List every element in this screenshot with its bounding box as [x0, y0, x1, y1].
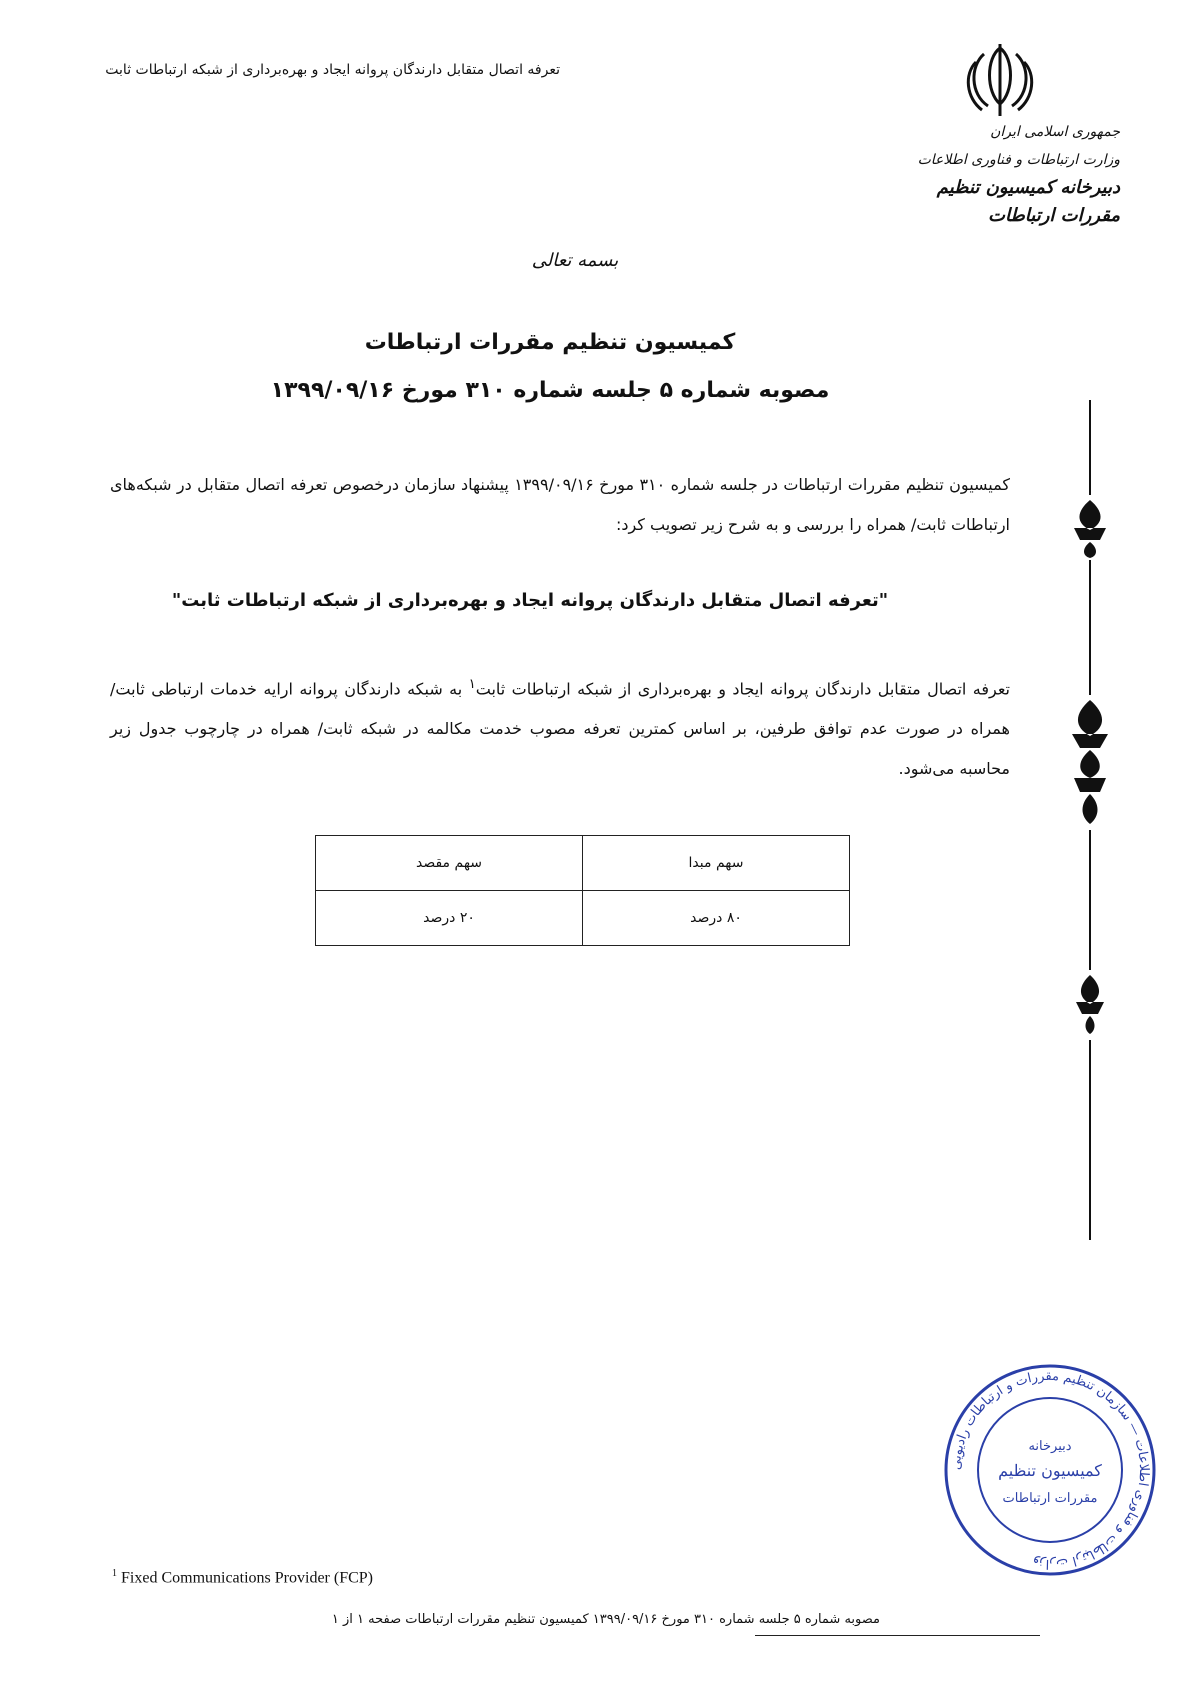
resolution-subtitle: مصوبه شماره ۵ جلسه شماره ۳۱۰ مورخ ۱۳۹۹/۰۹/۱۶	[270, 378, 830, 403]
seal-outer-text: وزارت ارتباطات و فناوری اطلاعات — سازمان تنظیم مقررات و ارتباطات رادیویی	[948, 1368, 1152, 1572]
body-paragraph-1: کمیسیون تنظیم مقررات ارتباطات در جلسه شماره ۳۱۰ مورخ ۱۳۹۹/۰۹/۱۶ پیشنهاد سازمان درخصوص تعرفه اتصال متقابل در شبکه‌های ارتباطات ثابت/ همراه را بررسی و به شرح زیر تصویب کرد:	[110, 475, 1010, 534]
table-header-origin: سهم مبدا	[583, 836, 850, 891]
page-footer: مصوبه شماره ۵ جلسه شماره ۳۱۰ مورخ ۱۳۹۹/۰۹/۱۶ کمیسیون تنظیم مقررات ارتباطات صفحه ۱ از ۱	[331, 1612, 880, 1627]
page-title: کمیسیون تنظیم مقررات ارتباطات	[364, 330, 736, 355]
iran-emblem-icon	[960, 40, 1040, 120]
table-header-row	[316, 836, 850, 891]
seal-inner-line-2: کمیسیون تنظیم	[998, 1461, 1102, 1480]
footnote-divider	[755, 1635, 1040, 1636]
footnote-marker: 1	[112, 1568, 117, 1579]
table-header-destination: سهم مقصد	[316, 836, 583, 891]
footnote	[112, 1568, 373, 1587]
org-line-republic: جمهوری اسلامی ایران	[990, 124, 1120, 140]
invocation: بسمه تعالی	[531, 250, 619, 271]
share-table	[315, 835, 850, 946]
footnote-text: Fixed Communications Provider (FCP)	[117, 1569, 373, 1587]
footnote-ref: ۱	[468, 677, 476, 692]
tariff-title: "تعرفه اتصال متقابل دارندگان پروانه ایجاد و بهره‌برداری از شبکه ارتباطات ثابت"	[171, 590, 889, 611]
table-cell-destination: ۲۰ درصد	[316, 891, 583, 946]
official-seal-icon	[940, 1360, 1160, 1580]
body-paragraph-2-a: تعرفه اتصال متقابل دارندگان پروانه ایجاد و بهره‌برداری از شبکه ارتباطات ثابت	[475, 679, 1010, 699]
table-cell-origin: ۸۰ درصد	[583, 891, 850, 946]
ornament-rail-icon	[1060, 400, 1120, 1240]
seal-inner-line-3: مقررات ارتباطات	[1002, 1491, 1098, 1506]
body-paragraph-2-b: به شبکه دارندگان پروانه ارایه خدمات ارتباطی ثابت/ همراه در صورت عدم توافق طرفین، بر اساس کمترین تعرفه مصوب خدمت مکالمه در شبکه ثابت/ همراه در چارچوب جدول زیر محاسبه می‌شود.	[110, 679, 1010, 779]
org-line-ministry: وزارت ارتباطات و فناوری اطلاعات	[917, 152, 1120, 168]
body-paragraph-2	[110, 665, 1010, 789]
header-doc-title: تعرفه اتصال متقابل دارندگان پروانه ایجاد و بهره‌برداری از شبکه ارتباطات ثابت	[105, 62, 560, 78]
seal-inner-line-1: دبیرخانه	[1028, 1439, 1072, 1454]
table-row	[316, 891, 850, 946]
organization-block	[900, 118, 1120, 230]
org-line-secretariat: دبیرخانه کمیسیون تنظیم مقررات ارتباطات	[936, 177, 1120, 226]
